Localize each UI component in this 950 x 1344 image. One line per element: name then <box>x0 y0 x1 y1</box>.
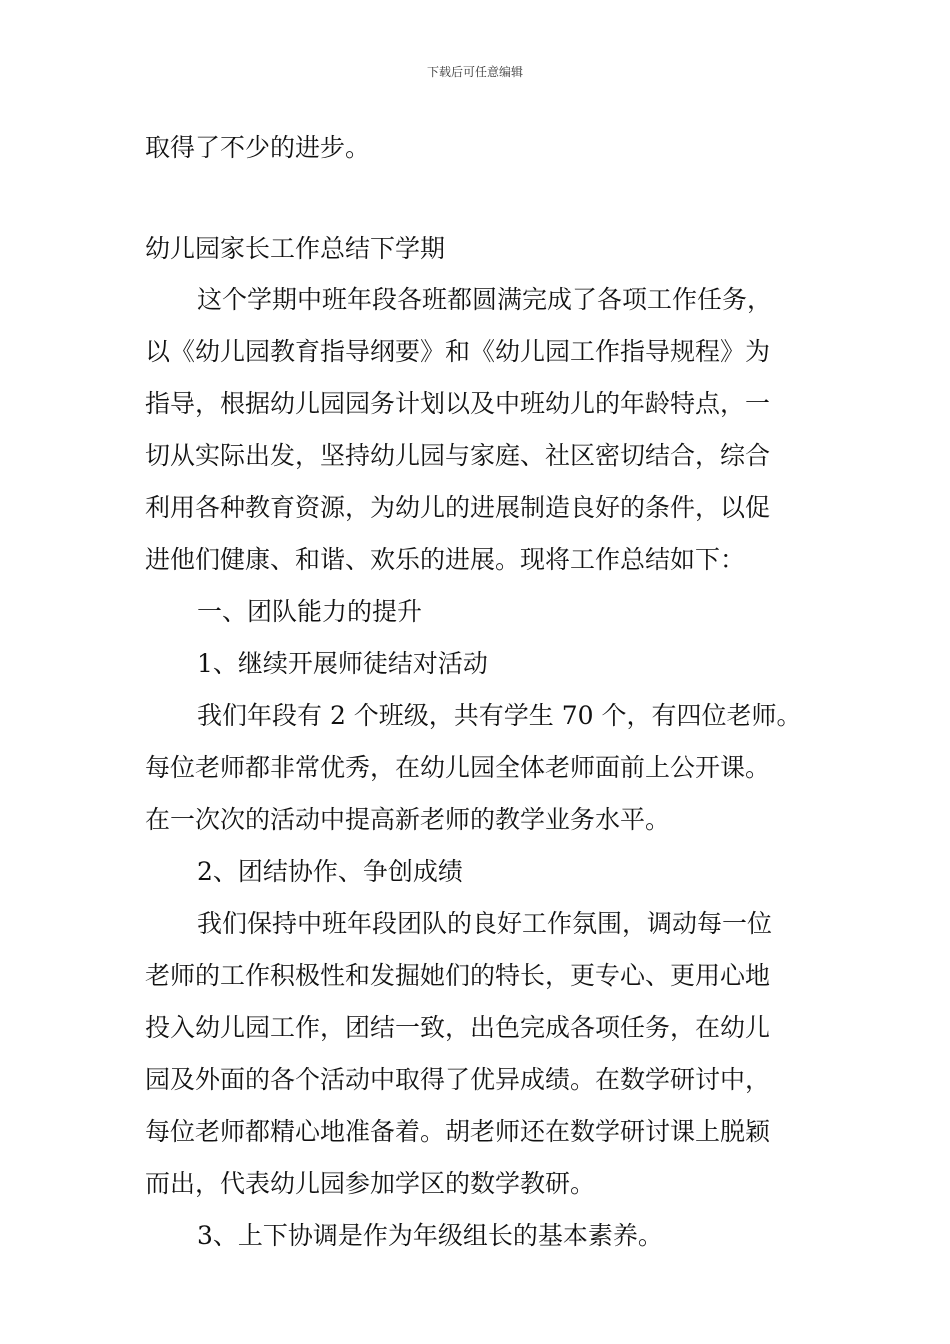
body-line: 每位老师都非常优秀，在幼儿园全体老师面前上公开课。 <box>145 753 771 782</box>
body-line: 利用各种教育资源，为幼儿的进展制造良好的条件，以促 <box>145 493 771 522</box>
body-line: 指导，根据幼儿园园务计划以及中班幼儿的年龄特点，一 <box>145 389 771 418</box>
subsection-heading: 1、继续开展师徒结对活动 <box>197 649 488 678</box>
body-line: 我们保持中班年段团队的良好工作氛围，调动每一位 <box>197 909 773 938</box>
body-line: 而出，代表幼儿园参加学区的数学教研。 <box>145 1169 596 1198</box>
page-header-note: 下载后可任意编辑 <box>426 65 523 79</box>
body-line: 每位老师都精心地准备着。胡老师还在数学研讨课上脱颖 <box>145 1117 771 1146</box>
subsection-heading: 2、团结协作、争创成绩 <box>197 857 463 886</box>
body-line: 在一次次的活动中提高新老师的教学业务水平。 <box>145 805 671 834</box>
section-heading: 一、团队能力的提升 <box>197 597 423 626</box>
subsection-heading: 3、上下协调是作为年级组长的基本素养。 <box>197 1221 663 1250</box>
body-line: 进他们健康、和谐、欢乐的进展。现将工作总结如下： <box>145 545 746 574</box>
body-line: 切从实际出发，坚持幼儿园与家庭、社区密切结合，综合 <box>145 441 771 470</box>
body-line: 以《幼儿园教育指导纲要》和《幼儿园工作指导规程》为 <box>145 337 771 366</box>
body-line: 投入幼儿园工作，团结一致，出色完成各项任务，在幼儿 <box>145 1013 771 1042</box>
body-line: 这个学期中班年段各班都圆满完成了各项工作任务， <box>197 285 773 314</box>
body-line: 园及外面的各个活动中取得了优异成绩。在数学研讨中， <box>145 1065 771 1094</box>
body-line-continuation: 取得了不少的进步。 <box>145 133 371 162</box>
body-line: 老师的工作积极性和发掘她们的特长，更专心、更用心地 <box>145 961 771 990</box>
body-line: 我们年段有 2 个班级，共有学生 70 个，有四位老师。 <box>197 701 802 730</box>
document-title: 幼儿园家长工作总结下学期 <box>145 234 446 263</box>
